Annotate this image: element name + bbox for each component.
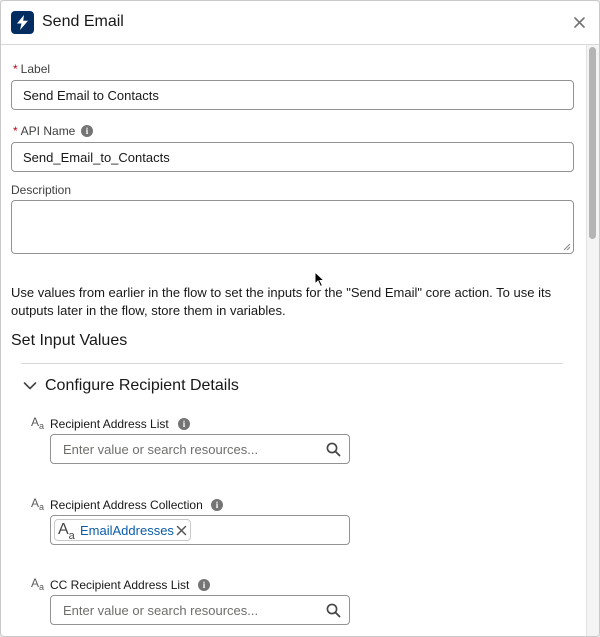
pill-label: EmailAddresses xyxy=(80,523,174,538)
type-icon-small: a xyxy=(39,502,45,512)
info-icon[interactable]: i xyxy=(198,579,210,591)
scrollbar-thumb[interactable] xyxy=(589,47,596,239)
type-icon-small: a xyxy=(39,421,45,431)
type-icon-big: A xyxy=(31,496,40,510)
recipient-address-list-label: Recipient Address List xyxy=(50,417,169,431)
type-icon-small: a xyxy=(68,530,75,542)
search-icon[interactable] xyxy=(326,603,341,618)
help-text: Use values from earlier in the flow to set the inputs for the "Send Email" core action. To use its outputs later in the flow, store them in variables. xyxy=(11,285,552,318)
description-field-label: Description xyxy=(11,183,72,197)
close-button[interactable] xyxy=(571,14,588,31)
api-name-field-label xyxy=(13,124,75,138)
api-name-input[interactable] xyxy=(11,142,574,172)
type-icon-big: A xyxy=(31,415,40,429)
accordion-title[interactable]: Configure Recipient Details xyxy=(45,377,239,394)
description-textarea[interactable] xyxy=(11,200,574,254)
label-input-value: Send Email to Contacts xyxy=(23,87,159,103)
input-placeholder: Enter value or search resources... xyxy=(63,603,259,618)
api-name-field-text: API Name xyxy=(20,124,76,138)
label-field-label xyxy=(13,62,50,76)
type-icon-big: A xyxy=(58,521,69,538)
resource-pill[interactable] xyxy=(54,519,191,541)
cc-recipient-address-list-input[interactable] xyxy=(50,595,350,625)
label-input[interactable] xyxy=(11,80,574,110)
type-icon-big: A xyxy=(31,576,40,590)
cc-recipient-address-list-label: CC Recipient Address List xyxy=(50,578,190,592)
remove-icon[interactable] xyxy=(176,525,187,536)
api-name-input-value: Send_Email_to_Contacts xyxy=(23,149,170,165)
chevron-down-icon[interactable] xyxy=(23,381,37,391)
section-title: Set Input Values xyxy=(11,332,128,349)
recipient-address-list-input[interactable] xyxy=(50,434,350,464)
text-type-icon xyxy=(31,496,44,510)
divider xyxy=(21,363,563,364)
label-field-text: Label xyxy=(20,62,51,76)
lightning-icon xyxy=(11,11,34,34)
info-icon[interactable]: i xyxy=(211,499,223,511)
text-type-icon xyxy=(31,576,44,590)
info-icon[interactable]: i xyxy=(178,418,190,430)
resize-grip-icon[interactable] xyxy=(563,243,571,251)
close-icon[interactable] xyxy=(571,14,588,31)
type-icon-small: a xyxy=(39,582,45,592)
recipient-address-collection-input[interactable] xyxy=(50,515,350,545)
info-icon[interactable]: i xyxy=(81,125,93,137)
recipient-address-collection-label: Recipient Address Collection xyxy=(50,498,203,512)
panel-header xyxy=(1,1,599,45)
input-placeholder: Enter value or search resources... xyxy=(63,442,259,457)
text-type-icon xyxy=(31,415,44,429)
required-marker: * xyxy=(13,124,18,138)
panel-title: Send Email xyxy=(42,13,124,30)
required-marker: * xyxy=(13,62,18,76)
text-type-icon xyxy=(58,521,75,542)
search-icon[interactable] xyxy=(326,442,341,457)
